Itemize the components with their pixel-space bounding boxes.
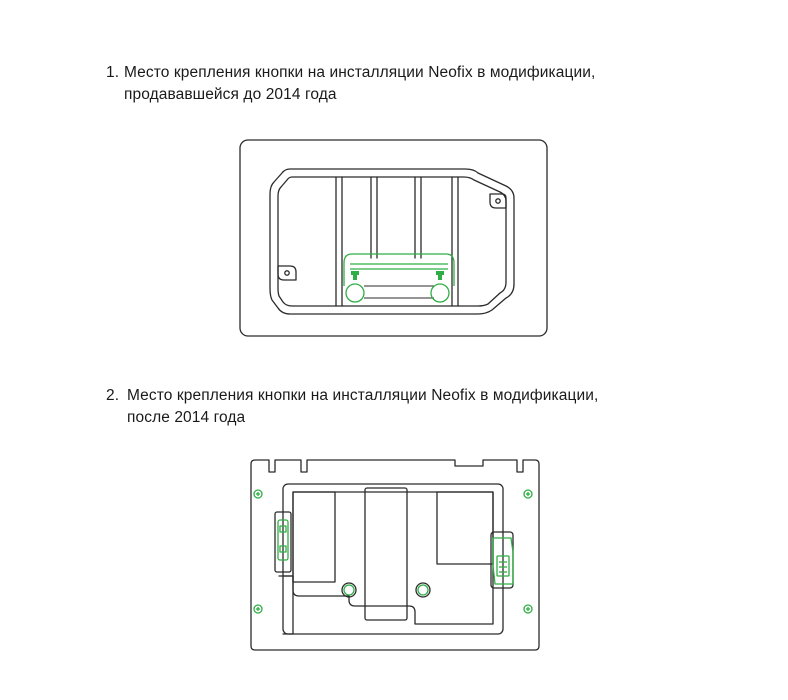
caption-2 — [106, 385, 666, 431]
inner-frame — [283, 484, 503, 634]
compartments — [279, 488, 493, 634]
caption-2-line-2: после 2014 года — [127, 409, 246, 426]
corner-tab-right — [490, 194, 506, 208]
caption-2-line-1: Место крепления кнопки на инсталляции Neofix в модификации, — [127, 387, 599, 404]
caption-1 — [106, 62, 666, 108]
vertical-ribs — [336, 177, 458, 306]
caption-1-line-1: Место крепления кнопки на инсталляции Neofix в модификации, — [124, 64, 596, 81]
inner-frame — [270, 169, 514, 314]
caption-2-number: 2. — [106, 387, 120, 404]
mount-bracket-right — [491, 532, 513, 588]
caption-1-number: 1. — [106, 64, 120, 81]
corner-tab-left — [278, 266, 296, 280]
mount-clip-right — [431, 271, 449, 302]
button-mount-bracket — [344, 254, 454, 298]
corner-screws — [254, 490, 532, 613]
round-bosses — [342, 583, 430, 597]
installation-frame-pre-2014 — [238, 138, 550, 340]
installation-frame-post-2014 — [247, 456, 543, 654]
mount-clip-left — [346, 271, 364, 302]
caption-1-line-2: продававшейся до 2014 года — [124, 86, 337, 103]
